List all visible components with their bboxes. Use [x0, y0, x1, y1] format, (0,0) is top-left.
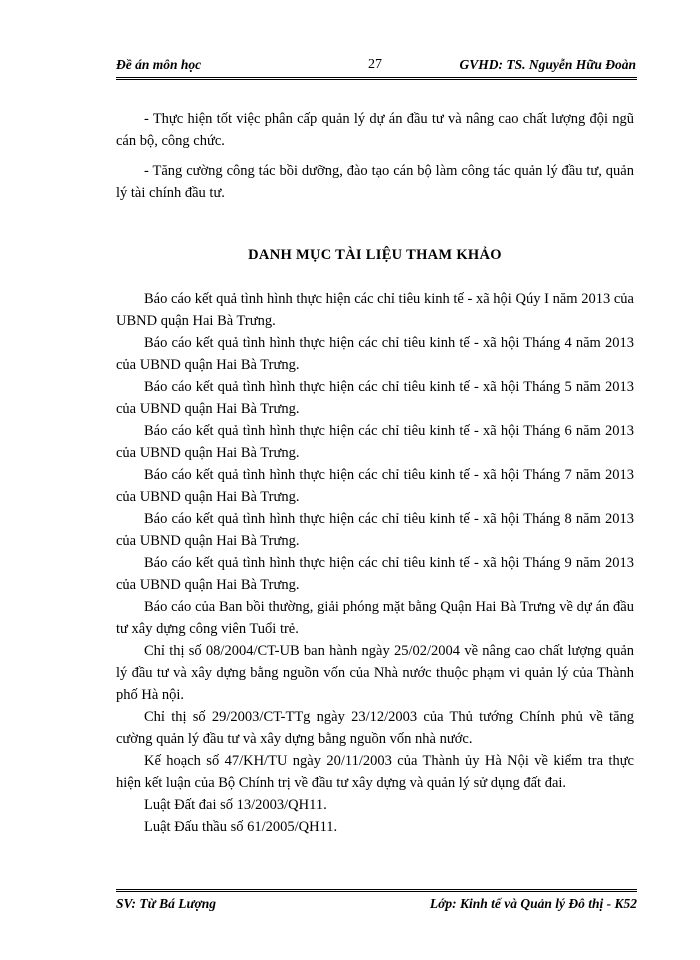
reference-item: Báo cáo kết quả tình hình thực hiện các chỉ tiêu kinh tế - xã hội Tháng 6 năm 2013 của UBND quận Hai Bà Trưng.: [116, 423, 634, 461]
reference-item: Luật Đất đai số 13/2003/QH11.: [144, 797, 327, 813]
reference-item: Luật Đấu thầu số 61/2005/QH11.: [144, 819, 338, 835]
reference-item: Báo cáo kết quả tình hình thực hiện các chỉ tiêu kinh tế - xã hội Tháng 8 năm 2013 của UBND quận Hai Bà Trưng.: [116, 511, 634, 549]
page-number: 27: [368, 57, 382, 72]
reference-item: Chỉ thị số 29/2003/CT-TTg ngày 23/12/2003 của Thủ tướng Chính phủ về tăng cường quản lý đầu tư và xây dựng bằng nguồn vốn nhà nước.: [116, 709, 634, 747]
footer-divider: [116, 889, 637, 892]
footer-student: SV: Từ Bá Lượng: [116, 896, 217, 911]
header-supervisor: GVHD: TS. Nguyễn Hữu Đoàn: [459, 57, 636, 72]
footer-class: Lớp: Kinh tế và Quản lý Đô thị - K52: [429, 896, 637, 911]
paragraph: - Thực hiện tốt việc phân cấp quản lý dự án đầu tư và nâng cao chất lượng đội ngũ cán bộ, công chức.: [116, 111, 634, 149]
reference-item: Báo cáo của Ban bồi thường, giải phóng mặt bằng Quận Hai Bà Trưng về dự án đầu tư xây dựng công viên Tuổi trẻ.: [116, 599, 634, 637]
header-divider: [116, 77, 637, 80]
reference-item: Báo cáo kết quả tình hình thực hiện các chỉ tiêu kinh tế - xã hội Qúy I năm 2013 của UBND quận Hai Bà Trưng.: [116, 291, 634, 329]
references-title: DANH MỤC TÀI LIỆU THAM KHẢO: [248, 247, 502, 263]
paragraph: - Tăng cường công tác bồi dưỡng, đào tạo cán bộ làm công tác quản lý đầu tư, quản lý tài chính đầu tư.: [116, 163, 634, 201]
document-body: [116, 108, 634, 838]
reference-item: Chỉ thị số 08/2004/CT-UB ban hành ngày 25/02/2004 về nâng cao chất lượng quản lý đầu tư và xây dựng bằng nguồn vốn của Nhà nước thuộc phạm vi quản lý của Thành phố Hà nội.: [116, 643, 634, 703]
header-course-title: Đề án môn học: [116, 57, 202, 72]
reference-item: Báo cáo kết quả tình hình thực hiện các chỉ tiêu kinh tế - xã hội Tháng 9 năm 2013 của UBND quận Hai Bà Trưng.: [116, 555, 634, 593]
reference-item: Kế hoạch số 47/KH/TU ngày 20/11/2003 của Thành ủy Hà Nội về kiểm tra thực hiện kết luận của Bộ Chính trị về đầu tư xây dựng và quản lý sử dụng đất đai.: [116, 753, 634, 791]
page-footer: [116, 896, 637, 916]
reference-item: Báo cáo kết quả tình hình thực hiện các chỉ tiêu kinh tế - xã hội Tháng 7 năm 2013 của UBND quận Hai Bà Trưng.: [116, 467, 634, 505]
references-list: [116, 288, 634, 838]
reference-item: Báo cáo kết quả tình hình thực hiện các chỉ tiêu kinh tế - xã hội Tháng 5 năm 2013 của UBND quận Hai Bà Trưng.: [116, 379, 634, 417]
page-header: [116, 55, 636, 77]
reference-item: Báo cáo kết quả tình hình thực hiện các chỉ tiêu kinh tế - xã hội Tháng 4 năm 2013 của UBND quận Hai Bà Trưng.: [116, 335, 634, 373]
